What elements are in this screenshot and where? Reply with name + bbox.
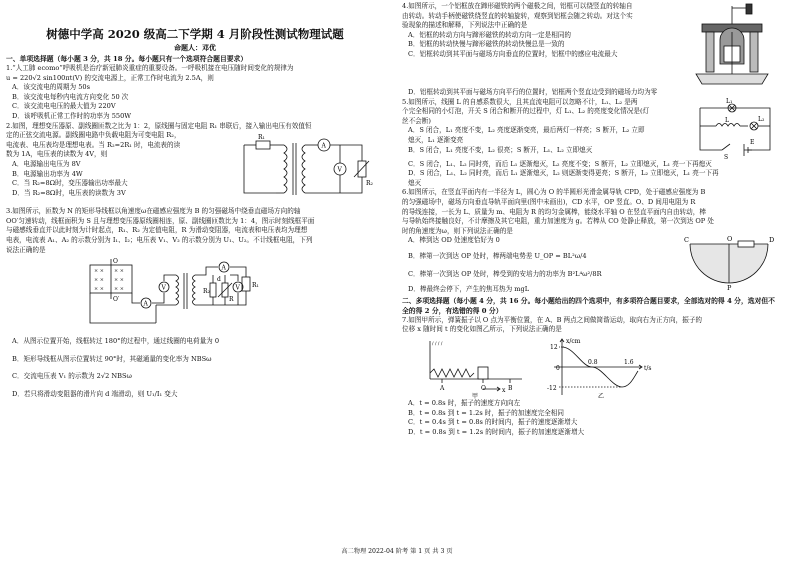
q6-semicircle-rail-figure [682,236,776,292]
q6-stem-1: 6.如图所示，在竖直平面内有一半径为 L，圆心为 O 的半圆形光滑金属导轨 CPD，处于磁感应强度为 B [402,188,706,197]
q7-tick-y-pos: 12 [550,343,558,351]
q6-label-o: O [727,236,733,244]
q1-stem-1: 1.“人工肺 ecomo”呼吸机是治疗新冠肺炎重症的重要设备。一呼吸机接在电压随时间变化的规律为 [6,64,294,72]
q3-label-o: O [113,258,118,266]
q1-option-d[interactable]: D．该呼吸机正常工作时的功率为 550W [12,111,132,120]
page-footer: 高二物理 2022-04 阶考 第 1 页 共 3 页 [341,548,453,555]
q4-magnet-apparatus-figure [692,2,772,88]
q3-label-a2: A [221,264,226,272]
q2-stem-2: 定的正弦交流电源。副线圈电路中负载电阻为可变电阻 R₂， [6,131,181,140]
q7-axis-x-label: t/s [644,364,652,372]
q3-label-v1: V [161,284,166,292]
q6-label-c: C [684,236,689,245]
q1-stem-2: u = 220√2 sin100πt(V) 的交流电源上，正常工作时电流为 2.5A，则 [6,73,214,82]
q3-label-r2: R₂ [203,288,210,296]
q5-option-b[interactable]: B．S 闭合，L₁ 亮度不变，L₂ 很亮；S 断开，L₁、L₂ 立即熄灭 [408,145,593,154]
q3-stem-3: 与磁感线垂直并以此时刻为计时起点，R₁、R₂ 为定值电阻，R 为滑动变阻器，电流表和电压表均为理想 [6,226,308,235]
q3-option-a[interactable]: A．从图示位置开始，线框转过 180°的过程中，通过线圈的电荷量为 0 [12,337,220,346]
q6-stem-5: 时的角速度为ω，则下列说法正确的是 [402,226,513,235]
svg-text:/ / / /: / / / / [432,341,443,347]
q3-stem-2: OO′匀速转动，线框面积为 S 且与理想变压器原线圈相连，原、副线圈匝数比为 1：4，图示时刻线框平面 [6,216,315,225]
q3-option-c[interactable]: C．交流电压表 V₁ 的示数为 2√2 NBSω [12,372,132,381]
q5-label-l1: L₁ [726,97,733,105]
q4-option-d[interactable]: D．铝框转动到其平面与磁场方向平行的位置时，铝框两个竖直边受到的磁场力均为零 [408,88,658,96]
q7-tick-y-zero: 0 [556,364,560,372]
q2-stem-4: 数为 1A，电压表的读数为 4V，则 [6,150,108,159]
q6-stem-4: 与导轨始终接触良好，不计摩擦及其它电阻，重力加速度为 g。若棒从 CO 处静止释放，第一次到达 OP 处 [402,217,714,226]
q2-option-b[interactable]: B．电源输出功率为 4W [12,169,83,178]
q3-label-o-prime: O′ [113,296,120,304]
q7-label-o: O [481,384,486,392]
q1-option-c[interactable]: C．该交流电电压的最大值为 220V [12,102,116,111]
question-3 [6,207,384,399]
q6-stem-2: 的匀强磁场中，磁场方向垂直导轨平面向里(图中未画出)，CD 水平，OP 竖直。O、D 间用电阻为 R [402,197,696,206]
q7-option-c[interactable]: C．t = 0.4s 到 t = 0.8s 的时间内，振子的速度逐渐增大 [408,418,578,427]
q4-stem-2: 由转动。转动手柄使磁铁绕竖直的转轴旋转，观察到铝框会随之转动。对这个实 [402,11,633,20]
q3-generator-figure [6,257,384,333]
question-5 [402,98,780,189]
q2-option-d[interactable]: D．当 R₂=8Ω时，电压表的读数为 3V [12,188,126,197]
question-1 [6,64,384,122]
q4-option-c[interactable]: C．铝框转动到其平面与磁场方向垂直的位置时，铝框中的感应电流最大 [408,49,618,58]
left-column [6,0,384,545]
q3-label-r: R [229,296,234,304]
q7-label-a: A [440,384,445,392]
q4-stem-1: 4.如图所示，一个铝框放在蹄形磁铁的两个磁极之间，铝框可以绕竖直的转轴自 [402,2,633,10]
q5-stem-2: 个完全相同的小灯泡，开关 S 闭合和断开的过程中，灯 L₁、L₂ 的亮度变化情况是(灯 [402,107,650,116]
question-6 [402,188,780,294]
q4-option-a[interactable]: A．铝框的转动方向与蹄形磁铁的转动方向一定是相同的 [408,30,572,39]
q7-option-d[interactable]: D．t = 0.8s 到 t = 1.2s 的时间内，振子的加速度逐渐增大 [408,427,585,436]
q6-label-p: P [727,284,732,293]
q7-label-yi: 乙 [598,392,605,399]
exam-title: 树德中学高 2020 级高二下学期 4 月阶段性测试物理试题 [46,27,344,41]
q7-tick-t1: 0.8 [588,358,598,366]
q3-label-v2: V [235,284,240,292]
q2-stem-1: 2.如图，理想变压器原、副线圈匝数之比为 1：2，原线圈与固定电阻 R₁ 串联后，接入输出电压有效值恒 [6,121,312,130]
q3-option-b[interactable]: B．矩形导线框从图示位置转过 90°时，其磁通量的变化率为 NBSω [12,354,212,363]
q6-label-d: D [769,236,775,245]
q5-option-d-1[interactable]: D．S 闭合，L₁、L₂ 同时亮，而后 L₁ 逐渐熄灭，L₂ 则逐渐变得更亮；S 断开，L₂ 立即熄灭，L₁ 亮一下再 [408,169,719,178]
exam-author: 命题人：邓优 [174,43,216,52]
section-2-heading: 二、多项选择题（每小题 4 分，共 16 分。每小题给出的四个选项中，有多项符合题目要求，全部选对的得 4 分，选对但不全的得 2 分，有选错的得 0 分） [402,296,775,315]
q3-label-r1: R₁ [252,282,259,290]
q2-option-a[interactable]: A．电源输出电压为 8V [12,159,81,168]
q6-option-d[interactable]: D．棒最终会停下，产生的焦耳热为 mgL [408,285,530,294]
q7-axis-y-label: x/cm [566,337,581,345]
q7-stem-2: 位移 x 随时间 t 的变化如图乙所示，下列说法正确的是 [402,325,562,334]
question-4 [402,2,780,98]
q5-label-l2: L₂ [758,115,765,123]
q3-stem-1: 3.如图所示，匝数为 N 的矩形导线框以角速度ω在磁感应强度为 B 的匀强磁场中绕垂直磁场方向的轴 [6,207,301,216]
q3-stem-4: 电表，电流表 A₁、A₂ 的示数分别为 I₁、I₂；电压表 V₁、V₂ 的示数分别为 U₁、U₂。不计线框电阻，下列 [6,235,313,244]
q4-stem-3: 验现象的描述和解释，下列说法中正确的是 [402,21,528,30]
q5-label-l: L [725,116,729,124]
q2-transformer-figure [236,131,376,207]
q7-label-x: x [502,386,506,394]
q5-option-d-2[interactable]: 熄灭 [408,178,422,187]
q7-label-jia: 甲 [472,392,479,399]
q2-label-r2: R₂ [366,180,373,188]
svg-text:× ×: × × [94,277,104,284]
svg-text:× ×: × × [114,277,124,284]
q6-option-a[interactable]: A．棒到达 OD 处速度恰好为 0 [408,236,500,245]
q7-option-a[interactable]: A．t = 0.8s 时，振子的速度方向向左 [408,398,521,407]
q5-stem-3: 丝不会断) [402,116,431,125]
right-column [402,0,780,545]
q6-option-c[interactable]: C．棒第一次到达 OP 处时，棒受到的安培力的功率为 B²L⁴ω²/8R [408,269,602,278]
q2-stem-3: 电流表、电压表均是理想电表。当 R₂=2R₁ 时，电流表的读 [6,140,181,149]
question-2 [6,122,384,208]
q4-option-b[interactable]: B．铝框的转动快慢与蹄形磁铁的转动快慢总是一致的 [408,40,565,49]
q3-label-a1: A [143,300,148,308]
q3-option-d[interactable]: D．若只将滑动变阻器的滑片向 d 端滑动，则 U₁/I₁ 变大 [12,389,178,398]
q7-oscillator-figure [402,335,780,399]
q6-option-b[interactable]: B．棒第一次到达 OP 处时，棒两端电势差 U_OP = BL²ω/4 [408,251,587,260]
q5-option-a-2[interactable]: 熄灭，L₁ 逐渐变亮 [408,135,464,144]
q1-option-b[interactable]: B．该交流电每秒内电流方向变化 50 次 [12,92,129,101]
q7-tick-y-neg: -12 [547,384,557,392]
q3-stem-5: 说法正确的是 [6,245,46,254]
question-7 [402,316,780,438]
q3-label-d: d [217,276,221,284]
svg-text:× ×: × × [114,268,124,275]
q2-option-c[interactable]: C．当 R₂=8Ω时，变压器输出功率最大 [12,179,128,188]
q5-inductor-circuit-figure [692,98,778,160]
q1-option-a[interactable]: A．该交流电的周期为 50s [12,83,90,92]
q7-tick-t2: 1.6 [624,358,634,366]
q6-stem-3: 的导线连接，一长为 L、质量为 m、电阻为 R 的均匀金属棒，能绕水平轴 O 在竖直平面内自由转动，棒 [402,207,706,216]
q2-label-v: V [337,166,342,174]
q2-label-r1: R₁ [258,134,265,142]
section-1-heading: 一、单项选择题（每小题 3 分，共 18 分。每小题只有一个选项符合题目要求） [6,55,248,63]
q5-option-a-1[interactable]: A．S 闭合，L₁ 亮度不变，L₂ 亮度逐渐变亮，最后两灯一样亮；S 断开，L₂ 立即 [408,126,645,135]
q2-label-a: A [321,142,326,150]
q5-label-e: E [750,138,755,146]
q5-option-c[interactable]: C．S 闭合，L₁、L₂ 同时亮，而后 L₁ 逐渐熄灭，L₂ 亮度不变；S 断开，L₂ 立即熄灭，L₁ 亮一下再熄灭 [408,159,712,168]
q5-label-s: S [724,153,729,160]
svg-text:× ×: × × [94,286,104,293]
svg-text:× ×: × × [94,268,104,275]
q7-label-b: B [508,384,513,392]
q7-option-b[interactable]: B．t = 0.8s 到 t = 1.2s 时，振子的加速度完全相同 [408,408,564,417]
q5-stem-1: 5.如图所示，线圈 L 的自感系数很大，且其直流电阻可以忽略不计，L₁、L₂ 是两 [402,97,638,106]
q7-stem-1: 7.如图甲所示，弹簧振子以 O 点为平衡位置，在 A、B 两点之间做简谐运动，取向右为正方向，振子的 [402,315,703,324]
svg-text:× ×: × × [114,286,124,293]
